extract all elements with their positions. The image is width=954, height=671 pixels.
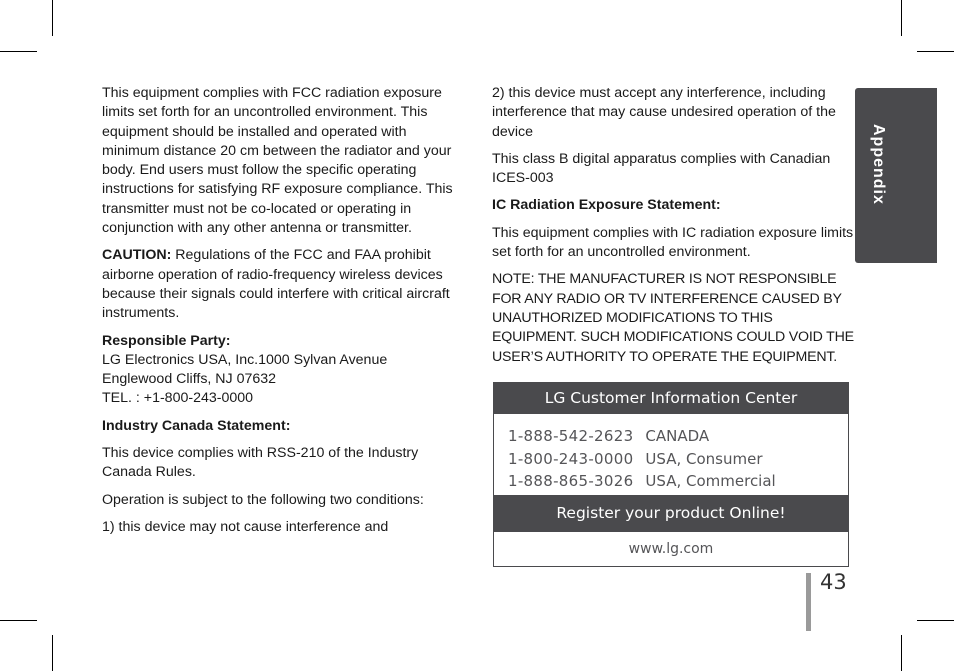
conditions-paragraph: Operation is subject to the following two conditions: xyxy=(102,491,424,508)
fcc-exposure-paragraph: This equipment complies with FCC radiation exposure limits set forth for an uncontrolled environment. This equipment should be installed and operated with minimum distance 20 cm between the radiator and your body. End users must follow the specific operating instructions for satisfying RF exposure compliance. This transmitter must not be co-located or operating in conjunction with any other antenna or transmitter. xyxy=(102,85,453,237)
responsible-address-2: Englewood Cliffs, NJ 07632 xyxy=(102,371,277,388)
phone-number: 1-800-243-0000 xyxy=(508,449,634,468)
responsible-phone: TEL. : +1-800-243-0000 xyxy=(102,390,254,407)
crop-mark xyxy=(52,0,53,36)
crop-mark xyxy=(0,51,37,52)
condition-2: 2) this device must accept any interference, including interference that may cause undesired operation of the device xyxy=(492,85,836,140)
phone-region: USA, Commercial xyxy=(645,472,776,490)
phone-region: CANADA xyxy=(645,427,710,445)
customer-info-box xyxy=(493,382,849,567)
page-number-bar xyxy=(806,573,811,631)
appendix-side-tab xyxy=(855,88,937,263)
ic-exposure-paragraph: This equipment complies with IC radiation exposure limits set forth for an uncontrolled environment. xyxy=(492,224,854,261)
ices-paragraph: This class B digital apparatus complies with Canadian ICES-003 xyxy=(492,150,831,187)
phone-list xyxy=(494,414,848,495)
phone-number: 1-888-865-3026 xyxy=(508,472,634,490)
condition-1: 1) this device may not cause interference and xyxy=(102,518,389,535)
side-tab-label: Appendix xyxy=(870,124,887,205)
crop-mark xyxy=(901,0,902,36)
caution-paragraph xyxy=(102,246,467,323)
phone-region: USA, Consumer xyxy=(645,449,763,468)
crop-mark xyxy=(917,620,954,621)
page-number: 43 xyxy=(820,570,847,594)
caution-text: Regulations of the FCC and FAA prohibit airborne operation of radio-frequency wireless devices because their signals could interfere with critical aircraft instruments. xyxy=(102,247,450,322)
phone-row xyxy=(508,448,848,471)
crop-mark xyxy=(0,620,37,621)
responsible-party-block xyxy=(102,332,467,409)
responsible-heading: Responsible Party: xyxy=(102,332,231,349)
left-column xyxy=(102,84,467,545)
website-link[interactable]: www.lg.com xyxy=(628,541,714,557)
industry-canada-paragraph: This device complies with RSS-210 of the Industry Canada Rules. xyxy=(102,445,419,481)
caution-label: CAUTION: xyxy=(102,247,172,264)
phone-number: 1-888-542-2623 xyxy=(508,427,634,445)
right-column xyxy=(492,84,856,375)
crop-mark xyxy=(901,635,902,671)
responsible-address-1: LG Electronics USA, Inc.1000 Sylvan Avenue xyxy=(102,351,388,368)
crop-mark xyxy=(917,51,954,52)
phone-row xyxy=(508,470,848,493)
industry-canada-heading: Industry Canada Statement: xyxy=(102,417,291,434)
phone-row xyxy=(508,425,848,448)
ic-radiation-heading: IC Radiation Exposure Statement: xyxy=(492,197,721,214)
crop-mark xyxy=(52,635,53,671)
register-banner: Register your product Online! xyxy=(494,495,848,532)
info-box-title: LG Customer Information Center xyxy=(494,383,848,414)
manufacturer-note: NOTE: THE MANUFACTURER IS NOT RESPONSIBLE FOR ANY RADIO OR TV INTERFERENCE CAUSED BY UNAUTHORIZED MODIFICATIONS TO THIS EQUIPMENT. SUCH MODIFICATIONS COULD VOID THE USER’S AUTHORITY TO OPERATE THE EQUIPMENT. xyxy=(492,271,854,365)
